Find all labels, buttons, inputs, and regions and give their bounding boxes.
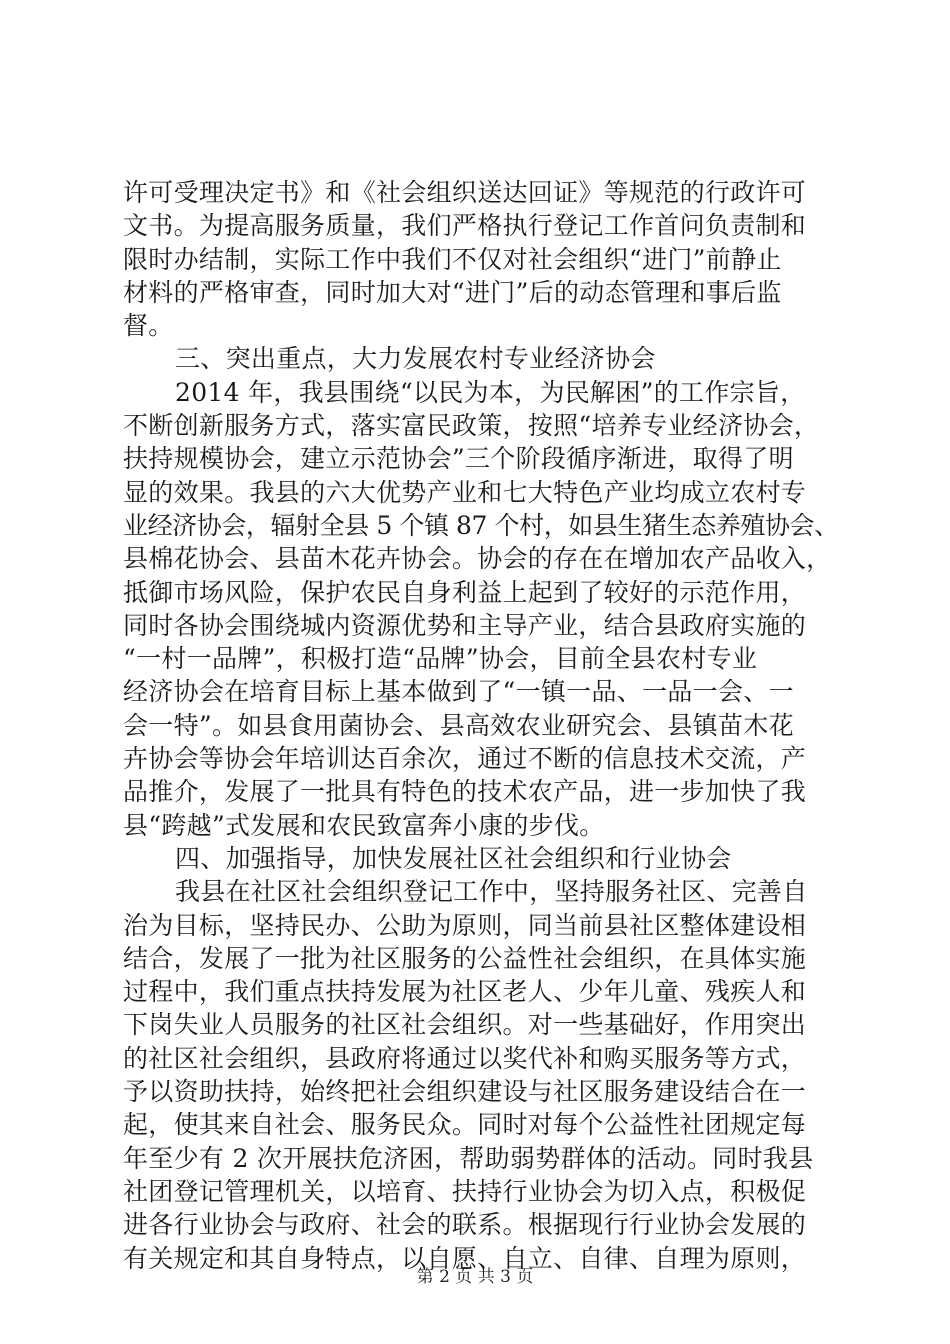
text-line: 起，使其来自社会、服务民众。同时对每个公益性社团规定每	[123, 1110, 807, 1140]
text-line: 文书。为提高服务质量，我们严格执行登记工作首问负责制和	[123, 211, 807, 241]
text-line: “一村一品牌”，积极打造“品牌”协会，目前全县农村专业	[123, 644, 758, 674]
text-line: 抵御市场风险，保护农民自身利益上起到了较好的示范作用，	[123, 577, 807, 607]
text-line: 2014 年，我县围绕“以民为本，为民解困”的工作宗旨，	[175, 377, 806, 407]
text-line: 扶持规模协会，建立示范协会”三个阶段循序渐进，取得了明	[123, 444, 794, 474]
text-line: 经济协会在培育目标上基本做到了“一镇一品、一品一会、一	[123, 677, 794, 707]
text-line: 结合，发展了一批为社区服务的公益性社会组织，在具体实施	[123, 943, 807, 973]
text-line: 显的效果。我县的六大优势产业和七大特色产业均成立农村专	[123, 477, 807, 507]
text-line: 许可受理决定书》和《社会组织送达回证》等规范的行政许可	[123, 178, 807, 207]
text-line: 业经济协会，辐射全县 5 个镇 87 个村，如县生猪生态养殖协会、	[123, 510, 839, 540]
text-line: 我县在社区社会组织登记工作中，坚持服务社区、完善自	[175, 877, 808, 907]
text-line: 卉协会等协会年培训达百余次，通过不断的信息技术交流，产	[123, 744, 807, 774]
document-body	[123, 176, 839, 1275]
text-line: 有关规定和其自身特点，以自愿、自立、自律、自理为原则，	[123, 1243, 807, 1273]
text-line: 督。	[123, 311, 174, 341]
page-footer: 第 2 页 共 3 页	[416, 1267, 534, 1287]
text-line: 的社区社会组织，县政府将通过以奖代补和购买服务等方式，	[123, 1043, 807, 1073]
text-line: 材料的严格审查，同时加大对“进门”后的动态管理和事后监	[123, 277, 782, 307]
text-line: 下岗失业人员服务的社区社会组织。对一些基础好，作用突出	[123, 1010, 807, 1040]
text-line: 品推介，发展了一批具有特色的技术农产品，进一步加快了我	[123, 777, 807, 807]
text-line: 四、加强指导，加快发展社区社会组织和行业协会	[175, 843, 732, 873]
text-line: 不断创新服务方式，落实富民政策，按照“培养专业经济协会，	[123, 411, 820, 441]
text-line: 年至少有 2 次开展扶危济困，帮助弱势群体的活动。同时我县	[123, 1143, 814, 1173]
text-line: 社团登记管理机关，以培育、扶持行业协会为切入点，积极促	[123, 1176, 807, 1206]
text-line: 进各行业协会与政府、社会的联系。根据现行行业协会发展的	[123, 1210, 807, 1240]
text-line: 县棉花协会、县苗木花卉协会。协会的存在在增加农产品收入，	[123, 544, 832, 574]
text-line: 县“跨越”式发展和农民致富奔小康的步伐。	[123, 810, 605, 840]
text-line: 三、突出重点，大力发展农村专业经济协会	[175, 344, 656, 374]
text-line: 治为目标，坚持民办、公助为原则，同当前县社区整体建设相	[123, 910, 807, 940]
text-line: 予以资助扶持，始终把社会组织建设与社区服务建设结合在一	[123, 1077, 807, 1107]
text-line: 会一特”。如县食用菌协会、县高效农业研究会、县镇苗木花	[123, 710, 794, 740]
text-line: 同时各协会围绕城内资源优势和主导产业，结合县政府实施的	[123, 610, 807, 640]
text-line: 过程中，我们重点扶持发展为社区老人、少年儿童、残疾人和	[123, 977, 807, 1007]
text-line: 限时办结制，实际工作中我们不仅对社会组织“进门”前静止	[123, 244, 782, 274]
